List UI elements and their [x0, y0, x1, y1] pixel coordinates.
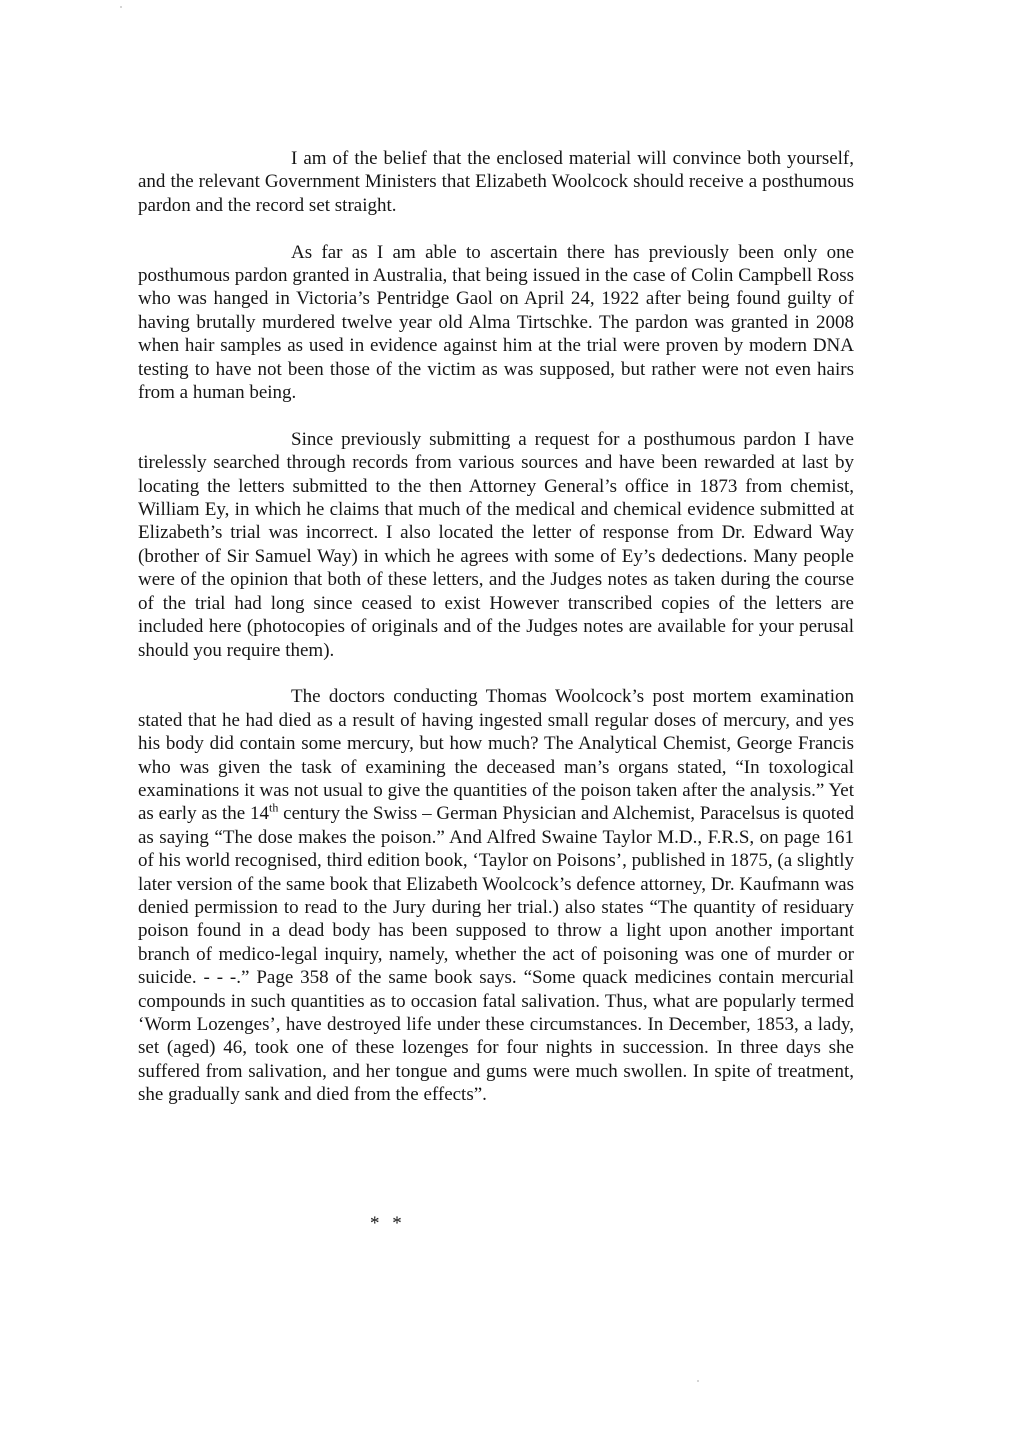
paragraph-4-text-end: century the Swiss – German Physician and Alchemist, Paracelsus is quoted as saying “The dose makes the poison.” And Alfred Swaine Taylor M.D., F.R.S, on page 161 of his world recognised, third edition book, ‘Taylor on Poisons’, published in 1875, (a slightly later version of the same book that Elizabeth Woolcock’s defence attorney, Dr. Kaufmann was denied permission to read to the Jury during her trial.) also states “The quantity of residuary poison found in a dead body has been supposed to throw a light upon another important branch of medico-legal inquiry, namely, whether the act of poisoning was one of murder or suicide. - - -.” Page 358 of the same book says. “Some quack medicines contain mercurial compounds in such quantities as to occasion fatal salivation. Thus, what are popularly termed ‘Worm Lozenges’, have destroyed life under these circumstances. In December, 1853, a lady, set (aged) 46, took one of these lozenges for four nights in succession. In three days she suffered from salivation, and her tongue and gums were much swollen. In spite of treatment, she gradually sank and died from the effects”. — [138, 803, 854, 1106]
paragraph-4 — [138, 685, 854, 1106]
section-separator: * * — [370, 1213, 406, 1234]
superscript-ordinal: th — [269, 801, 279, 815]
paragraph-1: I am of the belief that the enclosed material will convince both yourself, and the relevant Government Ministers that Elizabeth Woolcock should receive a posthumous pardon and the record set straight. — [138, 148, 854, 216]
paragraph-4-text-start: The doctors conducting Thomas Woolcock’s post mortem examination stated that he had died as a result of having ingested small regular doses of mercury, and yes his body did contain some mercury, but how much? The Analytical Chemist, George Francis who was given the task of examining the deceased man’s organs stated, “In toxological examinations it was not usual to give the quantities of the poison taken after the analysis.” Yet as early as the 14 — [138, 686, 854, 825]
paragraph-3: Since previously submitting a request for a posthumous pardon I have tirelessly searched through records from various sources and have been rewarded at last by locating the letters submitted to the then Attorney General’s office in 1873 from chemist, William Ey, in which he claims that much of the medical and chemical evidence submitted at Elizabeth’s trial was incorrect. I also located the letter of response from Dr. Edward Way (brother of Sir Samuel Way) in which he agrees with some of Ey’s dedections. Many people were of the opinion that both of these letters, and the Judges notes as taken during the course of the trial had long since ceased to exist However transcribed copies of the letters are included here (photocopies of originals and of the Judges notes are available for your perusal should you require them). — [138, 428, 854, 661]
letter-body — [138, 147, 854, 1130]
scan-artifact — [697, 1380, 699, 1382]
paragraph-2: As far as I am able to ascertain there has previously been only one posthumous pardon granted in Australia, that being issued in the case of Colin Campbell Ross who was hanged in Victoria’s Pentridge Gaol on April 24, 1922 after being found guilty of having brutally murdered twelve year old Alma Tirtschke. The pardon was granted in 2008 when hair samples as used in evidence against him at the trial were proven by modern DNA testing to have not been those of the victim as was supposed, but rather were not even hairs from a human being. — [138, 241, 854, 404]
scan-artifact — [120, 6, 122, 8]
